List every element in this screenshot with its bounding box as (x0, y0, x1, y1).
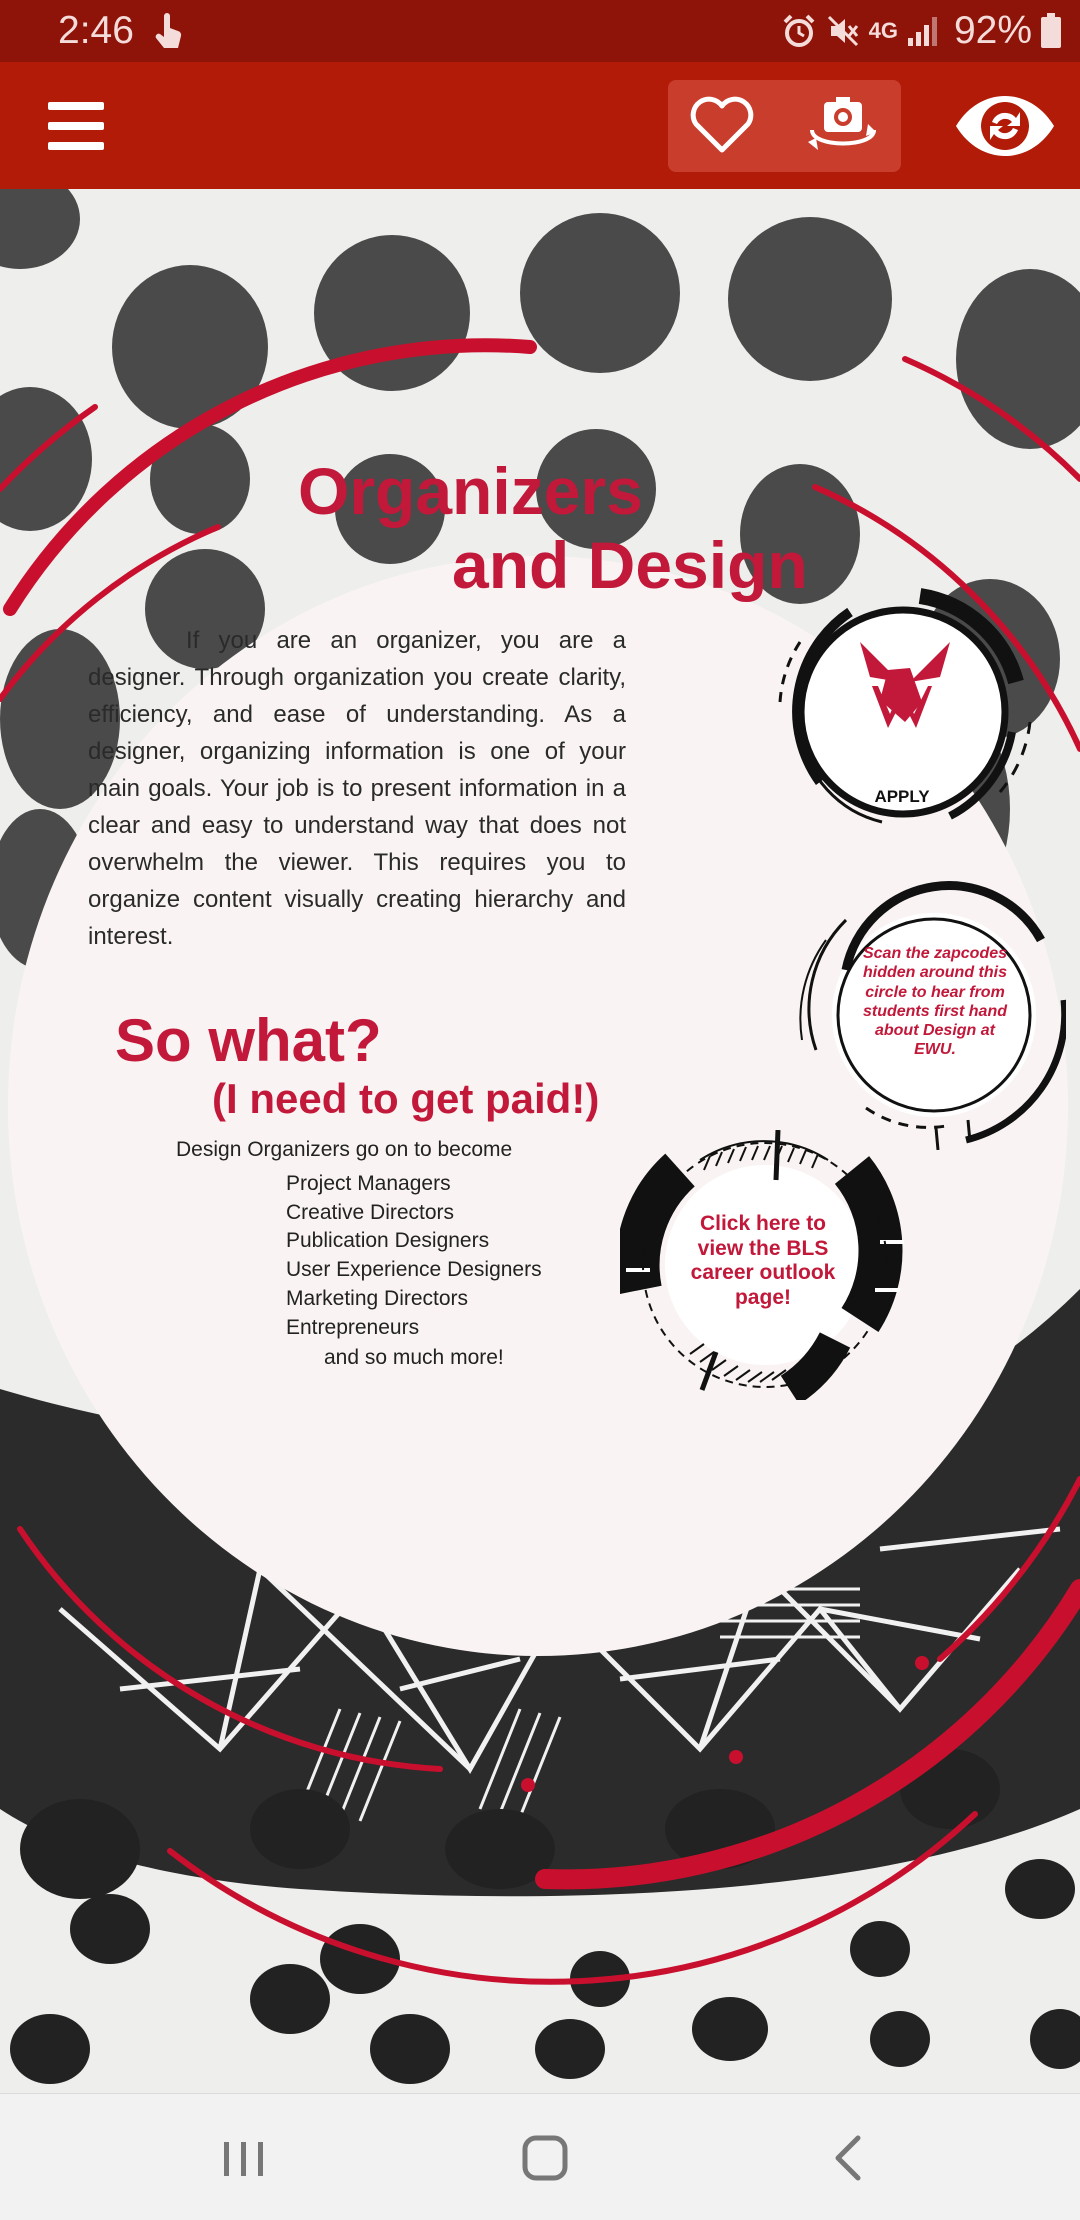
career-item: Project Managers (286, 1172, 451, 1195)
status-time: 2:46 (58, 9, 134, 52)
signal-icon (906, 14, 940, 48)
zapcode-hint: Scan the zapcodes hidden around this circle to hear from students first hand about Design at EWU. (862, 945, 1008, 1059)
app-bar (0, 62, 1080, 189)
career-item: Marketing Directors (286, 1286, 469, 1310)
careers-more: and so much more! (324, 1346, 504, 1369)
network-4g-icon: 4G (868, 18, 898, 43)
career-item: Publication Designers (286, 1229, 490, 1253)
get-paid-subheading: (I need to get paid!) (212, 1075, 600, 1122)
camera-switch-icon[interactable] (804, 92, 882, 158)
careers-intro: Design Organizers go on to become (176, 1138, 513, 1161)
career-list (286, 1170, 542, 1342)
title-line2: and Design (452, 528, 808, 602)
apply-label: APPLY (874, 787, 930, 806)
career-item: User Experience Designers (286, 1258, 542, 1282)
career-item: Entrepreneurs (286, 1315, 420, 1339)
heart-icon[interactable] (688, 94, 756, 158)
intro-paragraph: If you are an organizer, you are a designer. Through organization you create clarity, efficiency, and ease of understanding. As a designer, organizing information is one of your main goals. Your job is to present information in a clear and easy to understand way that does not overwhelm the viewer. This requires you to organize content visually creating hierarchy and interest. (88, 627, 626, 950)
alarm-icon (781, 13, 817, 49)
career-item: Creative Directors (286, 1200, 455, 1224)
nav-bar (0, 2093, 1080, 2220)
touch-icon (150, 10, 186, 50)
so-what-heading: So what? (115, 1007, 382, 1074)
status-icons (781, 8, 1062, 54)
battery-percent: 92% (953, 9, 1032, 52)
battery-icon (1040, 13, 1062, 49)
back-icon[interactable] (812, 2132, 888, 2184)
menu-icon[interactable] (40, 98, 112, 154)
home-icon[interactable] (505, 2132, 585, 2184)
title-line1: Organizers (298, 454, 643, 528)
recents-icon[interactable] (206, 2132, 282, 2184)
bls-career-text: Click here to view the BLS career outlook page! (690, 1212, 836, 1309)
status-bar (0, 0, 1080, 62)
ar-eye-icon[interactable] (950, 82, 1060, 170)
mute-icon (825, 13, 861, 49)
action-group (668, 80, 901, 172)
